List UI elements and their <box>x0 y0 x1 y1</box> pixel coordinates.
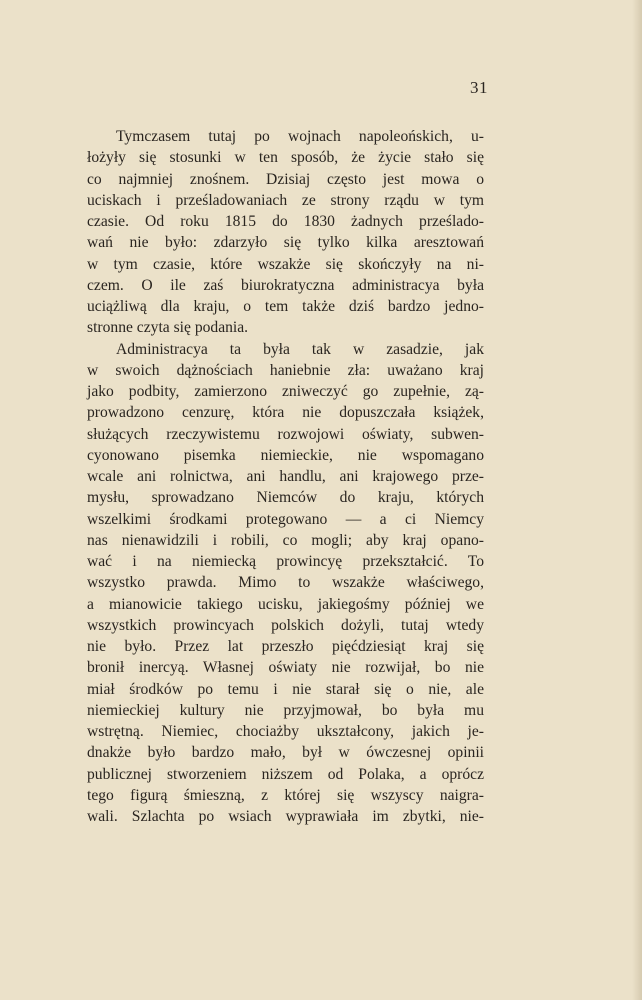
text-line: w tym czasie, które wszakże się skończyły na ni- <box>87 255 484 273</box>
text-line: dnakże było bardzo mało, był w ówczesnej opinii <box>87 744 484 762</box>
text-line: w swoich dążnościach haniebnie zła: uważano kraj <box>87 361 484 379</box>
text-line: Tymczasem tutaj po wojnach napoleońskich, u- <box>116 128 484 145</box>
text-line: wszystkich prowincyach polskich dożyli, tutaj wtedy <box>87 616 484 634</box>
text-line: uciążliwą dla kraju, o tem także dziś bardzo jedno- <box>87 298 484 315</box>
text-line: wszystko prawda. Mimo to wszakże właściwego, <box>87 574 484 592</box>
page-number: 31 <box>470 78 488 97</box>
text-line: Administracya ta była tak w zasadzie, jak <box>116 340 484 358</box>
text-line: cyonowano pisemka niemieckie, nie wspomagano <box>87 446 484 464</box>
text-line: niemieckiej kultury nie przyjmował, bo była mu <box>87 701 484 719</box>
text-line: mysłu, sprowadzano Niemców do kraju, których <box>87 489 484 507</box>
text-line: wać i na niemiecką prowincyę przekształcić. To <box>87 553 484 570</box>
text-line: czasie. Od roku 1815 do 1830 żadnych prześlado- <box>87 213 484 230</box>
text-line: uciskach i prześladowaniach ze strony rządu w tym <box>87 191 484 209</box>
text-line: co najmniej znośnem. Dzisiaj często jest mowa o <box>87 170 484 188</box>
text-line: jako podbity, zamierzono zniweczyć go zupełnie, zą- <box>87 383 484 400</box>
text-line: wań nie było: zdarzyło się tylko kilka aresztowań <box>87 234 484 252</box>
body-text <box>87 126 484 827</box>
text-line: służących rzeczywistemu rozwojowi oświaty, subwen- <box>87 425 484 443</box>
text-line: wcale ani rolnictwa, ani handlu, ani krajowego prze- <box>87 468 484 485</box>
text-line: nas nienawidzili i robili, co mogli; aby kraj opano- <box>87 531 484 549</box>
text-line: nie było. Przez lat przeszło pięćdziesiąt kraj się <box>87 638 484 655</box>
text-line: wali. Szlachta po wsiach wyprawiała im zbytki, nie- <box>87 808 484 825</box>
text-line: publicznej stworzeniem niższem od Polaka, a oprócz <box>87 765 484 783</box>
text-line: bronił inercyą. Własnej oświaty nie rozwijał, bo nie <box>87 659 484 677</box>
text-line: tego figurą śmieszną, z której się wszyscy naigra- <box>87 786 484 804</box>
text-line: łożyły się stosunki w ten sposób, że życie stało się <box>87 149 484 167</box>
text-line: miał środków po temu i nie starał się o nie, ale <box>87 680 484 698</box>
text-line: a mianowicie takiego ucisku, jakiegośmy później we <box>87 595 484 613</box>
text-line: prowadzono cenzurę, która nie dopuszczała książek, <box>87 404 484 422</box>
text-line: czem. O ile zaś biurokratyczna administracya była <box>87 276 484 294</box>
text-line: wstrętną. Niemiec, chociażby ukształcony, jakich je- <box>87 723 484 740</box>
text-line: stronne czyta się podania. <box>87 319 249 337</box>
page-edge-shadow <box>632 0 642 1000</box>
text-line: wszelkimi środkami protegowano — a ci Niemcy <box>87 510 484 528</box>
